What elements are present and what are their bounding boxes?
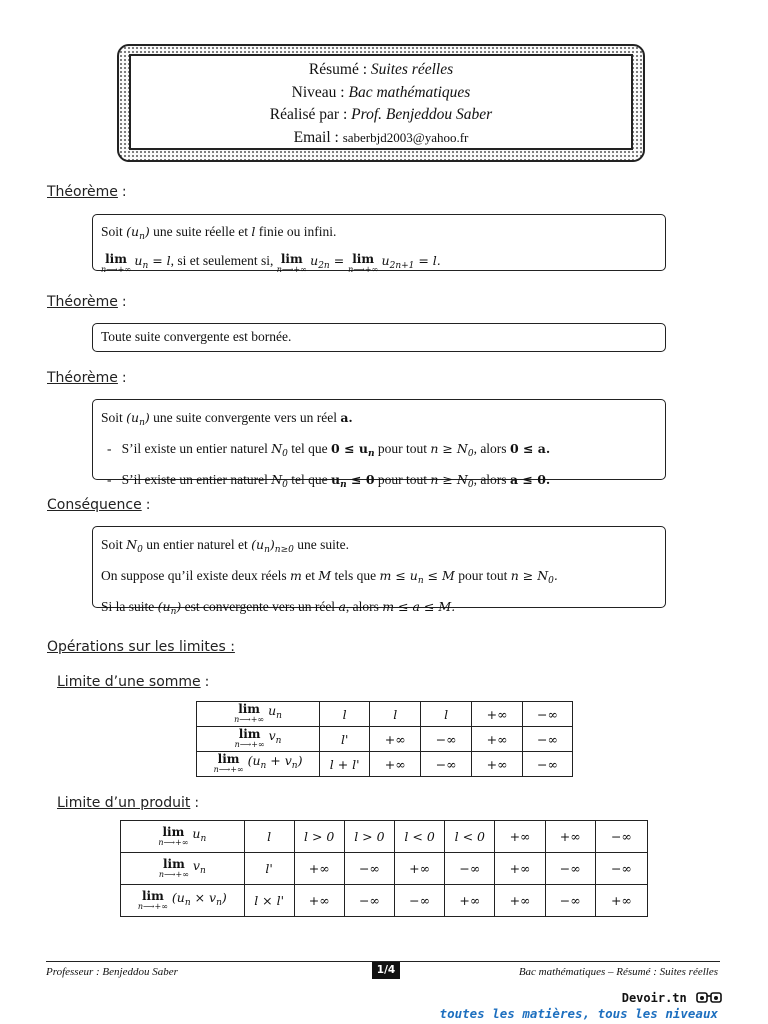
brand-logo — [622, 990, 722, 1006]
section-produit: Limite d’un produit : — [57, 795, 200, 811]
lim-symbol: lim — [238, 702, 261, 716]
consequence-line-2: On suppose qu’il existe deux réels m et M tels que $m \le u_n \le M$ pour tout $n \ge N_0$. — [101, 568, 558, 586]
header-line-email — [131, 127, 631, 150]
table-cell: l + l' — [320, 752, 370, 777]
section-theoreme-3: Théorème : — [47, 370, 127, 386]
table-cell: +∞ — [395, 853, 445, 885]
header-line-resume — [131, 59, 631, 82]
table-cell: +∞ — [495, 821, 545, 853]
header-line-auteur — [131, 104, 631, 127]
lim-index: n⟶+∞ — [213, 765, 244, 774]
resume-value: Suites réelles — [370, 61, 454, 78]
table-cell: −∞ — [344, 885, 394, 917]
table-cell: +∞ — [294, 885, 344, 917]
consequence-box — [92, 526, 666, 617]
table-cell: +∞ — [294, 853, 344, 885]
row-header: lim n⟶+∞ $v_n$ — [197, 727, 320, 752]
resume-label: Résumé : — [308, 61, 371, 78]
table-cell: +∞ — [472, 702, 523, 727]
table-cell: +∞ — [370, 752, 421, 777]
table-cell: +∞ — [445, 885, 495, 917]
table-row — [121, 885, 648, 917]
table-row — [197, 752, 573, 777]
table-cell: −∞ — [421, 752, 472, 777]
page-number: 1/4 — [372, 962, 400, 979]
table-cell: l — [421, 702, 472, 727]
table-cell: l > 0 — [344, 821, 394, 853]
header-box — [129, 54, 633, 150]
table-cell: +∞ — [370, 727, 421, 752]
table-limite-somme — [196, 701, 573, 777]
table-row — [197, 702, 573, 727]
glasses-icon — [696, 990, 722, 1006]
lim-symbol: lim — [162, 824, 185, 839]
auteur-label: Réalisé par : — [269, 106, 352, 123]
table-cell: +∞ — [595, 885, 647, 917]
lim-symbol: lim — [141, 888, 164, 903]
theorem-box-2 — [92, 323, 666, 352]
table-cell: l < 0 — [395, 821, 445, 853]
row-header: lim n⟶+∞ $(u_n + v_n)$ — [197, 752, 320, 777]
table-cell: −∞ — [445, 853, 495, 885]
lim-symbol: lim — [162, 856, 185, 871]
footer-subject: Bac mathématiques – Résumé : Suites réelles — [518, 966, 718, 978]
footer-author: Professeur : Benjeddou Saber — [46, 966, 178, 978]
section-theoreme-1: Théorème : — [47, 184, 127, 200]
consequence-line-1: Soit $N_0$ un entier naturel et $(u_n)_{n\ge 0}$ une suite. — [101, 537, 349, 555]
table-cell: −∞ — [421, 727, 472, 752]
header-line-niveau — [131, 82, 631, 105]
section-somme: Limite d’une somme : — [57, 674, 210, 690]
theorem-3-line-1: Soit $(u_n)$ une suite convergente vers un réel a. — [101, 410, 353, 428]
lim-index: n⟶+∞ — [158, 869, 189, 879]
theorem-2-text: Toute suite convergente est bornée. — [101, 329, 292, 344]
section-operations: Opérations sur les limites : — [47, 639, 235, 655]
theorem-1-line-2: lim n⟶+∞ $u_n = l$, si et seulement si, lim n⟶+∞ $u_{2n}$ = lim n⟶+∞ $u_{2n+1} = l$. — [101, 252, 441, 274]
table-cell: l < 0 — [445, 821, 495, 853]
table-cell: l — [244, 821, 294, 853]
row-header: lim n⟶+∞ $v_n$ — [121, 853, 245, 885]
table-cell: −∞ — [523, 702, 573, 727]
niveau-value: Bac mathématiques — [348, 83, 471, 101]
theorem-box-1 — [92, 214, 666, 274]
table-row — [197, 727, 573, 752]
table-cell: −∞ — [523, 752, 573, 777]
table-cell: −∞ — [595, 853, 647, 885]
lim-symbol: lim — [217, 752, 240, 766]
email-label: Email : — [293, 128, 343, 146]
theorem-1-line-1: Soit $(u_n)$ une suite réelle et l finie ou infini. — [101, 224, 337, 242]
table-limite-produit — [120, 820, 648, 917]
table-cell: +∞ — [495, 885, 545, 917]
email-value: saberbjd2003@yahoo.fr — [342, 129, 469, 145]
section-theoreme-2: Théorème : — [47, 294, 127, 310]
lim-index: n⟶+∞ — [234, 715, 265, 724]
brand-tagline: toutes les matières, tous les niveaux — [439, 1006, 718, 1021]
theorem-3-bullet-2: - S’il existe un entier naturel $N_0$ tel que $u_n \le 0$ pour tout $n \ge N_0$, alors a ≤ 0. — [107, 472, 551, 490]
lim-symbol: lim — [238, 727, 261, 741]
table-cell: +∞ — [495, 853, 545, 885]
table-cell: l × l' — [244, 885, 294, 917]
row-header: lim n⟶+∞ $u_n$ — [121, 821, 245, 853]
table-cell: l — [320, 702, 370, 727]
table-cell: −∞ — [545, 853, 595, 885]
table-cell: −∞ — [395, 885, 445, 917]
auteur-value: Prof. Benjeddou Saber — [351, 106, 493, 123]
table-cell: −∞ — [344, 853, 394, 885]
theorem-3-bullet-1: - S’il existe un entier naturel $N_0$ tel que $0 \le u_n$ pour tout $n \ge N_0$, alors 0 ≤ a. — [107, 441, 551, 459]
table-cell: l — [370, 702, 421, 727]
lim-index: n⟶+∞ — [158, 837, 189, 847]
table-row — [121, 821, 648, 853]
theorem-box-3 — [92, 399, 666, 490]
table-cell: l' — [320, 727, 370, 752]
consequence-line-3: Si la suite $(u_n)$ est convergente vers un réel a, alors m ≤ a ≤ M. — [101, 599, 456, 617]
brand-name: Devoir.tn — [621, 991, 687, 1005]
table-cell: −∞ — [523, 727, 573, 752]
row-header: lim n⟶+∞ $(u_n \times v_n)$ — [121, 885, 245, 917]
lim-index: n⟶+∞ — [234, 740, 265, 749]
table-cell: +∞ — [472, 752, 523, 777]
table-row — [121, 853, 648, 885]
table-cell: +∞ — [545, 821, 595, 853]
table-cell: l' — [244, 853, 294, 885]
niveau-label: Niveau : — [291, 83, 349, 101]
table-cell: −∞ — [545, 885, 595, 917]
table-cell: +∞ — [472, 727, 523, 752]
section-consequence: Conséquence : — [47, 497, 151, 513]
table-cell: l > 0 — [294, 821, 344, 853]
row-header: lim n⟶+∞ $u_n$ — [197, 702, 320, 727]
lim-index: n⟶+∞ — [137, 901, 168, 911]
header-frame — [117, 44, 645, 162]
table-cell: −∞ — [595, 821, 647, 853]
